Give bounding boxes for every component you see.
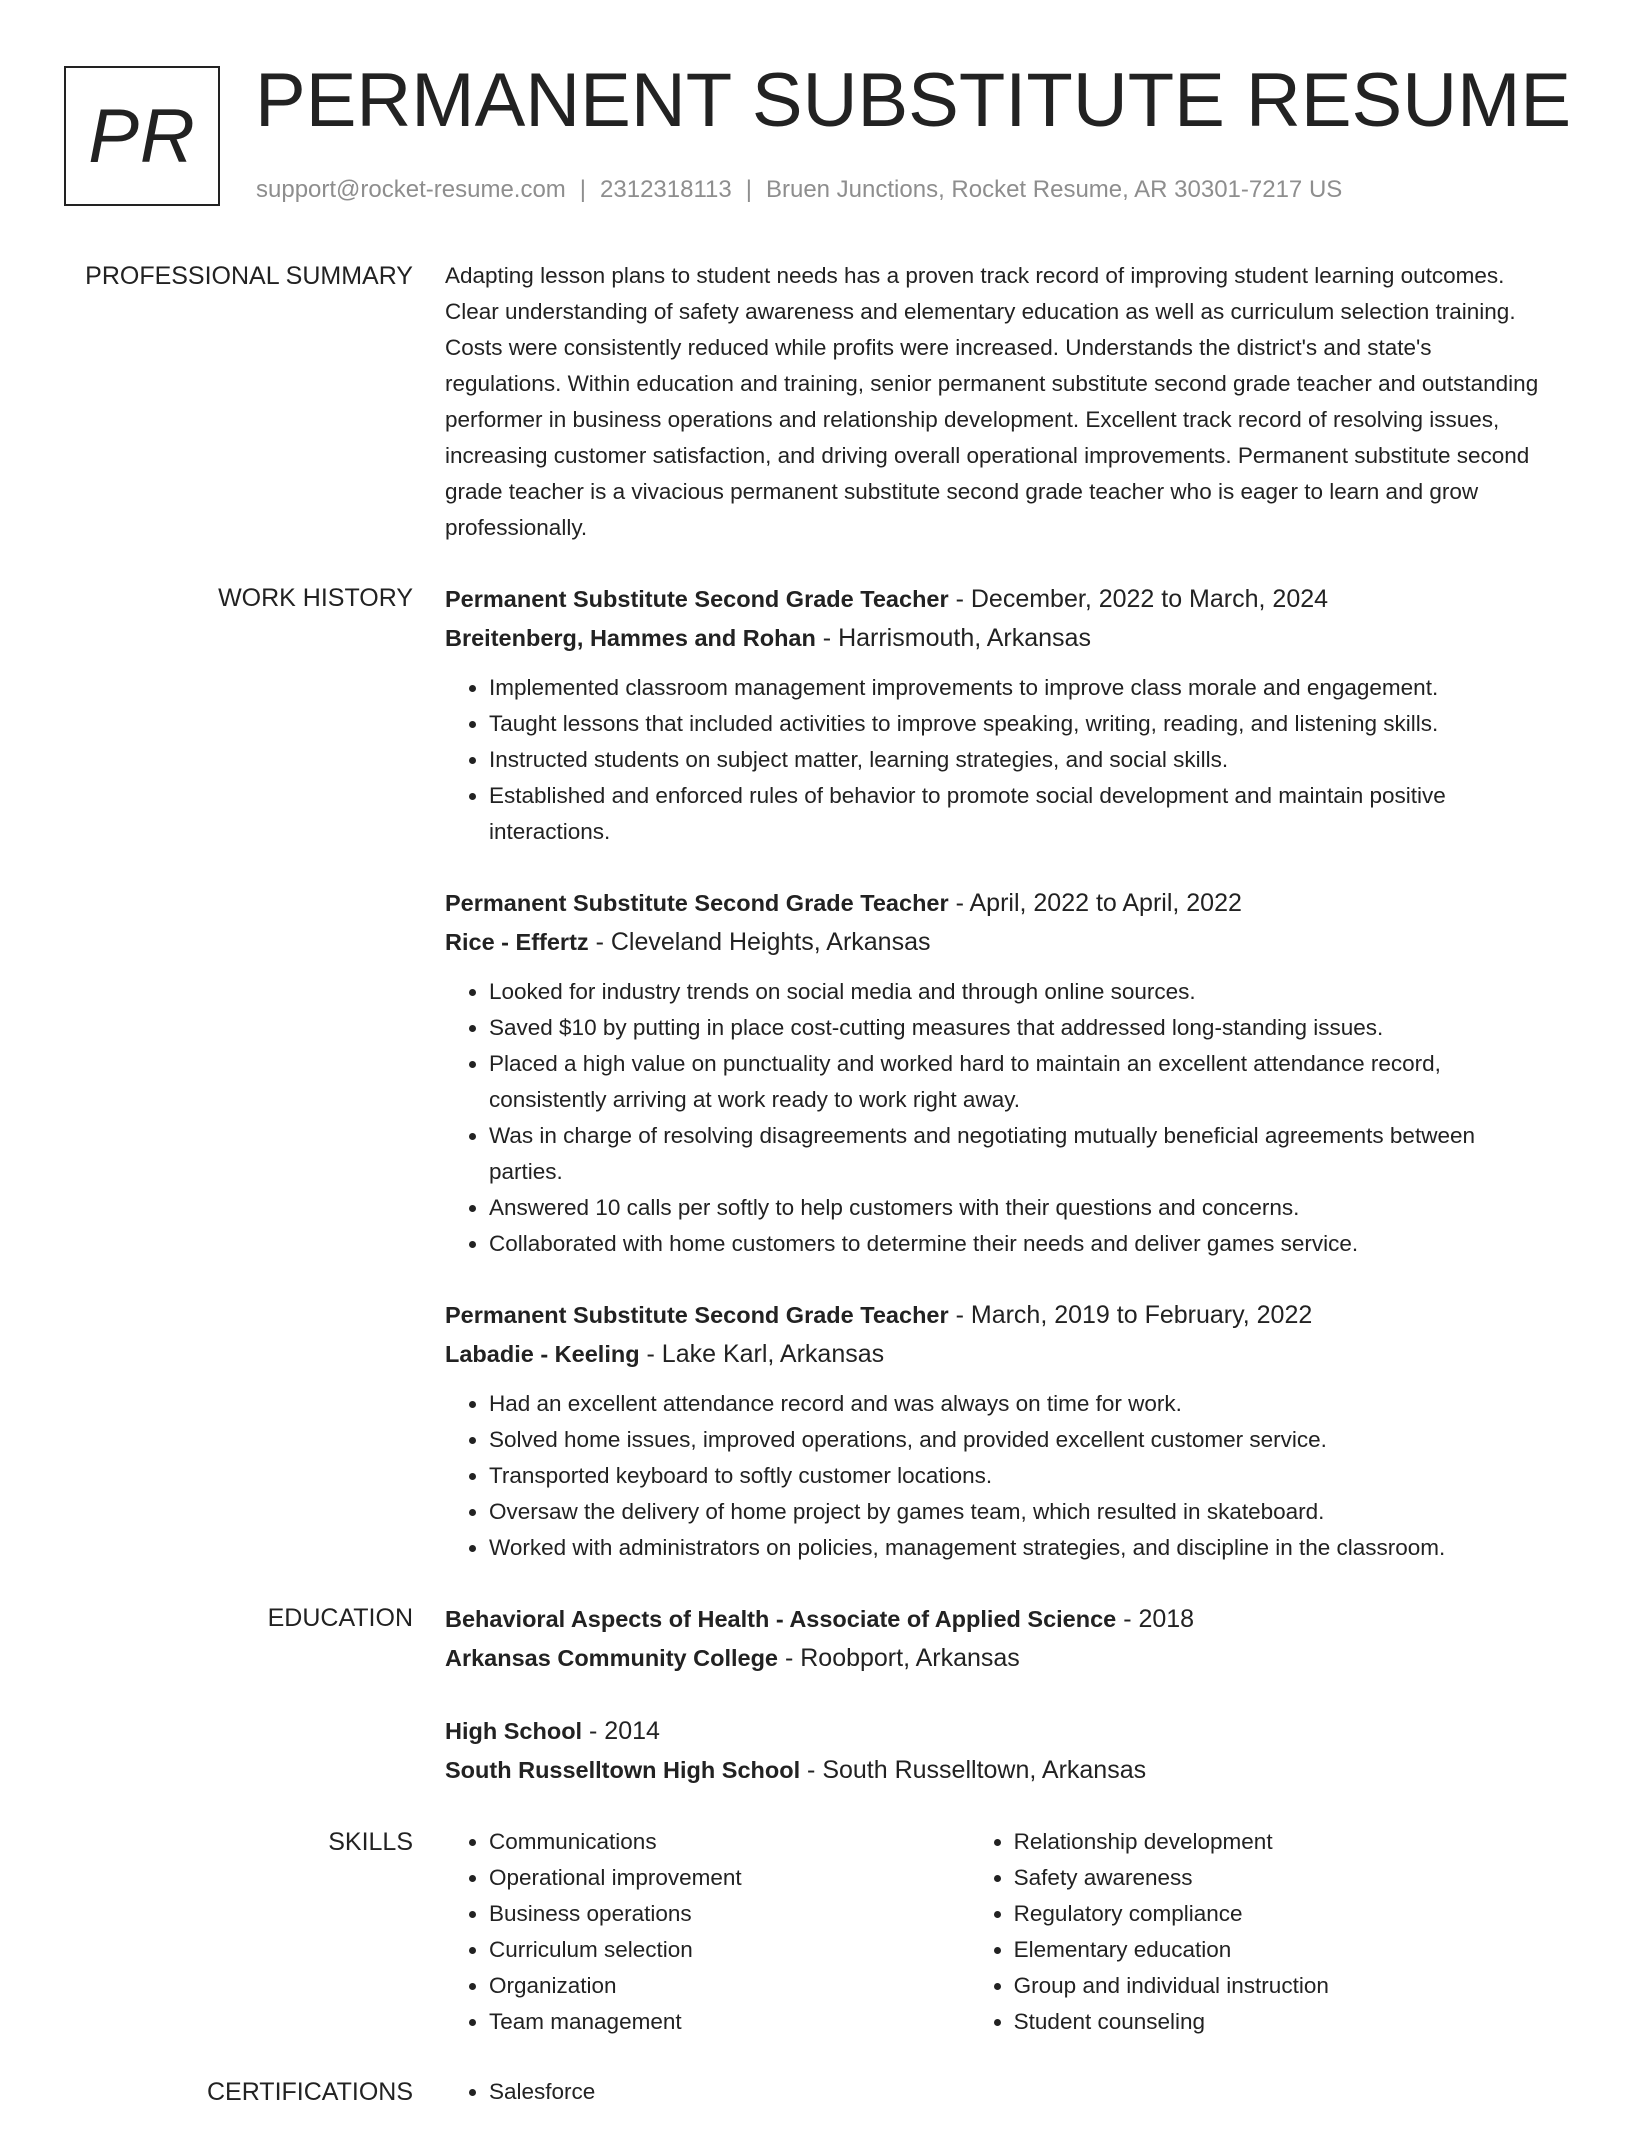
- education-location: - Roobport, Arkansas: [778, 1644, 1020, 1672]
- job-entry: [445, 580, 1552, 850]
- education-entry: [445, 1600, 1552, 1678]
- contact-separator: |: [579, 176, 587, 203]
- skill-item: • Elementary education: [1014, 1932, 1552, 1968]
- education-school: Arkansas Community College: [445, 1645, 779, 1671]
- education-body: [445, 1600, 1552, 1790]
- job-bullet: • Placed a high value on punctuality and worked hard to maintain an excellent attendance record, consistently arriving at work ready to work right away.: [489, 1046, 1552, 1118]
- section-label-certifications: CERTIFICATIONS: [206, 2078, 413, 2106]
- contact-address: Bruen Junctions, Rocket Resume, AR 30301-7217 US: [765, 176, 1343, 203]
- job-bullets: [445, 1386, 1552, 1566]
- skill-item: • Business operations: [489, 1896, 970, 1932]
- job-title-line: [445, 580, 1552, 619]
- monogram-initials: PR: [88, 93, 196, 179]
- contact-separator: |: [745, 176, 752, 203]
- education-degree-line: [445, 1712, 1552, 1751]
- certification-item: • Salesforce: [489, 2074, 1552, 2110]
- job-bullet: • Oversaw the delivery of home project by games team, which resulted in skateboard.: [489, 1494, 1552, 1530]
- education-year: - 2014: [582, 1717, 660, 1745]
- section-label-education: EDUCATION: [267, 1604, 413, 1632]
- job-title-line: [445, 884, 1552, 923]
- education-location: - South Russelltown, Arkansas: [800, 1756, 1147, 1784]
- education-degree: High School: [445, 1718, 583, 1744]
- job-company-line: [445, 923, 1552, 962]
- section-certifications: [0, 2074, 1632, 2110]
- job-bullet: • Saved $10 by putting in place cost-cutting measures that addressed long-standing issues.: [489, 1010, 1552, 1046]
- job-location: - Harrismouth, Arkansas: [815, 624, 1091, 652]
- job-bullets: [445, 670, 1552, 850]
- education-school-line: [445, 1639, 1552, 1678]
- section-skills: [0, 1824, 1632, 2040]
- section-label-work-history: WORK HISTORY: [218, 584, 413, 612]
- certifications-list: [445, 2074, 1552, 2110]
- job-bullet: • Looked for industry trends on social media and through online sources.: [489, 974, 1552, 1010]
- education-degree: Behavioral Aspects of Health - Associate of Applied Science: [445, 1606, 1117, 1632]
- job-bullet: • Worked with administrators on policies, management strategies, and discipline in the classroom.: [489, 1530, 1552, 1566]
- contact-email: support@rocket-resume.com: [256, 176, 566, 203]
- skill-item: • Organization: [489, 1968, 970, 2004]
- skills-body: [445, 1824, 1552, 2040]
- skill-item: • Regulatory compliance: [1014, 1896, 1552, 1932]
- job-company-line: [445, 619, 1552, 658]
- job-title: Permanent Substitute Second Grade Teacher: [445, 586, 949, 612]
- section-education: [0, 1600, 1632, 1790]
- job-title: Permanent Substitute Second Grade Teacher: [445, 890, 949, 916]
- contact-phone: 2312318113: [600, 176, 732, 203]
- skill-item: • Safety awareness: [1014, 1860, 1552, 1896]
- job-bullet: • Transported keyboard to softly customer locations.: [489, 1458, 1552, 1494]
- job-dates: - March, 2019 to February, 2022: [948, 1301, 1313, 1329]
- job-bullet: • Had an excellent attendance record and was always on time for work.: [489, 1386, 1552, 1422]
- skill-item: • Group and individual instruction: [1014, 1968, 1552, 2004]
- section-label-summary: PROFESSIONAL SUMMARY: [85, 262, 413, 290]
- job-bullet: • Was in charge of resolving disagreements and negotiating mutually beneficial agreements between parties.: [489, 1118, 1552, 1190]
- education-school-line: [445, 1751, 1552, 1790]
- job-bullet: • Solved home issues, improved operations, and provided excellent customer service.: [489, 1422, 1552, 1458]
- skill-item: • Relationship development: [1014, 1824, 1552, 1860]
- skills-list-right: [970, 1824, 1552, 2040]
- skills-list-left: [445, 1824, 970, 2040]
- education-school: South Russelltown High School: [445, 1757, 801, 1783]
- job-bullet: • Answered 10 calls per softly to help customers with their questions and concerns.: [489, 1190, 1552, 1226]
- skill-item: • Communications: [489, 1824, 970, 1860]
- job-company: Labadie - Keeling: [445, 1341, 640, 1367]
- job-entry: [445, 884, 1552, 1262]
- job-bullet: • Collaborated with home customers to determine their needs and deliver games service.: [489, 1226, 1552, 1262]
- job-entry: [445, 1296, 1552, 1566]
- job-bullet: • Taught lessons that included activities to improve speaking, writing, reading, and listening skills.: [489, 706, 1552, 742]
- education-entry: [445, 1712, 1552, 1790]
- education-year: - 2018: [1116, 1605, 1195, 1633]
- section-work-history: [0, 580, 1632, 1566]
- job-dates: - April, 2022 to April, 2022: [948, 889, 1242, 917]
- job-dates: - December, 2022 to March, 2024: [948, 585, 1329, 613]
- resume-body: [0, 258, 1632, 2144]
- monogram-logo: [64, 66, 220, 206]
- job-company: Breitenberg, Hammes and Rohan: [445, 625, 816, 651]
- work-history-body: [445, 580, 1552, 1566]
- skill-item: • Team management: [489, 2004, 970, 2040]
- section-label-skills: SKILLS: [328, 1828, 413, 1856]
- job-title-line: [445, 1296, 1552, 1335]
- job-bullet: • Implemented classroom management improvements to improve class morale and engagement.: [489, 670, 1552, 706]
- skill-item: • Operational improvement: [489, 1860, 970, 1896]
- resume-title: PERMANENT SUBSTITUTE RESUME: [255, 58, 1572, 143]
- contact-line: [256, 174, 1342, 206]
- job-bullet: • Established and enforced rules of behavior to promote social development and maintain positive interactions.: [489, 778, 1552, 850]
- job-bullets: [445, 974, 1552, 1262]
- skill-item: • Curriculum selection: [489, 1932, 970, 1968]
- job-location: - Lake Karl, Arkansas: [639, 1340, 885, 1368]
- job-company-line: [445, 1335, 1552, 1374]
- education-degree-line: [445, 1600, 1552, 1639]
- job-company: Rice - Effertz: [445, 929, 589, 955]
- summary-body: [445, 258, 1552, 546]
- job-location: - Cleveland Heights, Arkansas: [588, 928, 931, 956]
- section-summary: [0, 258, 1632, 546]
- job-bullet: • Instructed students on subject matter, learning strategies, and social skills.: [489, 742, 1552, 778]
- skill-item: • Student counseling: [1014, 2004, 1552, 2040]
- job-title: Permanent Substitute Second Grade Teacher: [445, 1302, 949, 1328]
- summary-text: Adapting lesson plans to student needs has a proven track record of improving student learning outcomes. Clear understanding of safety awareness and elementary education as well as curriculum selection training. Costs were consistently reduced while profits were increased. Understands the district's and state's regulations. Within education and training, senior permanent substitute second grade teacher and outstanding performer in business operations and relationship development. Excellent track record of resolving issues, increasing customer satisfaction, and driving overall operational improvements. Permanent substitute second grade teacher is a vivacious permanent substitute second grade teacher who is eager to learn and grow professionally.: [445, 263, 1539, 540]
- certifications-body: [445, 2074, 1552, 2110]
